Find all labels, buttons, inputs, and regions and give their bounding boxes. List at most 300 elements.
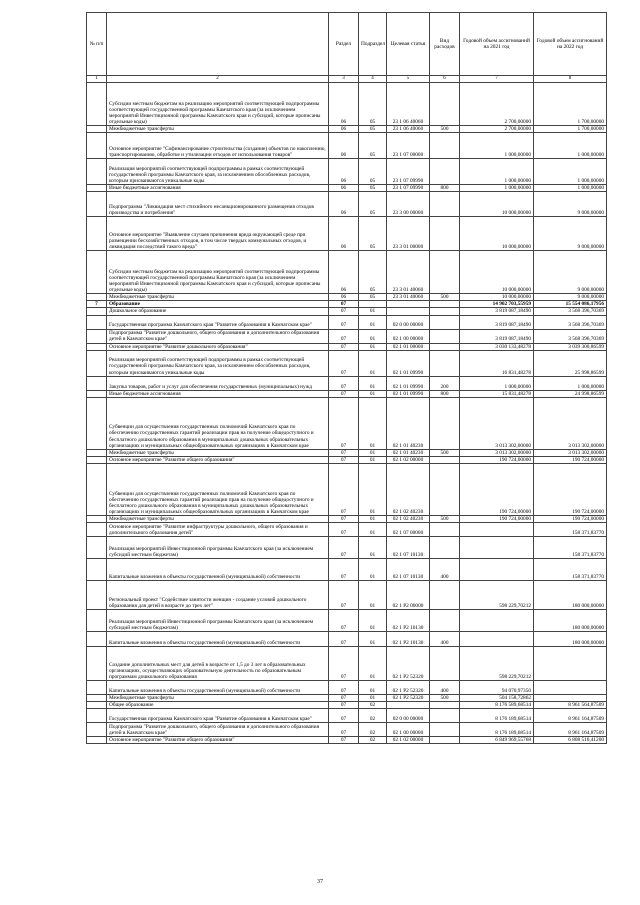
row-razdel: 06 — [329, 185, 359, 192]
row-volume-2022: 1 000,00000 — [534, 159, 607, 185]
row-name: Субвенции для осуществления государственных полномочий Камчатского края по обеспечению государственных гарантий реализации прав на получение общедоступного и бесплатного дошкольного образования в муниципальных дошкольных образовательных организациях и муниципальных общеобразовательных организациях в Камчатском крае — [107, 463, 329, 515]
row-podrazdel: 01 — [359, 390, 387, 397]
column-number: 3 — [329, 76, 359, 83]
row-target-article: 23 3 01 00000 — [387, 217, 430, 251]
table-row — [87, 159, 607, 185]
row-target-article — [387, 308, 430, 315]
row-podrazdel: 01 — [359, 308, 387, 315]
row-volume-2021: 16 831,48278 — [460, 350, 534, 376]
row-razdel: 07 — [329, 709, 359, 723]
row-target-article: 02 1 02 00000 — [387, 456, 430, 463]
row-expense-type: 800 — [430, 185, 460, 192]
table-row — [87, 390, 607, 397]
row-podrazdel: 01 — [359, 695, 387, 702]
row-name: Основное мероприятие "Выявление случаев причинения вреда окружающей среде при размещении бесхозяйственных отходов, в том числе твердых коммунальных отходов, и ликвидация последствий такого вреда" — [107, 217, 329, 251]
row-number — [87, 523, 107, 537]
table-row — [87, 217, 607, 251]
row-target-article — [387, 702, 430, 709]
row-podrazdel: 01 — [359, 559, 387, 581]
row-volume-2022: 15 554 086,17956 — [534, 301, 607, 308]
row-number — [87, 695, 107, 702]
row-volume-2022: 190 724,00000 — [534, 456, 607, 463]
row-podrazdel: 01 — [359, 456, 387, 463]
row-podrazdel: 01 — [359, 329, 387, 343]
row-number — [87, 315, 107, 329]
row-volume-2022: 190 724,00000 — [534, 515, 607, 522]
row-volume-2022: 1 700,00000 — [534, 83, 607, 126]
row-volume-2022: 158 371,83770 — [534, 559, 607, 581]
row-name: Субвенции для осуществления государственных полномочий Камчатского края по обеспечению государственных гарантий реализации прав на получение общедоступного и бесплатного дошкольного образования в муниципальных дошкольных образовательных организациях и муниципальных общеобразовательных организациях в Камчатском крае — [107, 397, 329, 449]
row-expense-type: 400 — [430, 681, 460, 695]
row-volume-2021: 504 158,72862 — [460, 695, 534, 702]
row-volume-2021: 190 724,00000 — [460, 515, 534, 522]
row-target-article: 02 1 P2 52320 — [387, 647, 430, 681]
row-name: Создание дополнительных мест для детей в возрасте от 1,5 до 3 лет в образовательных организациях, осуществляющих образовательную деятельность по образовательным программам дошкольного образования — [107, 647, 329, 681]
row-number — [87, 192, 107, 217]
row-target-article: 23 1 07 09990 — [387, 185, 430, 192]
row-razdel: 07 — [329, 695, 359, 702]
row-number — [87, 515, 107, 522]
row-name: Капитальные вложения в объекты государственной (муниципальной) собственности — [107, 559, 329, 581]
row-razdel: 07 — [329, 449, 359, 456]
row-expense-type — [430, 537, 460, 559]
table-row — [87, 610, 607, 632]
row-podrazdel: 05 — [359, 294, 387, 301]
row-target-article: 02 1 07 10130 — [387, 559, 430, 581]
table-row — [87, 449, 607, 456]
row-razdel: 07 — [329, 329, 359, 343]
row-target-article: 23 1 06 40060 — [387, 126, 430, 133]
table-row — [87, 376, 607, 390]
row-podrazdel: 02 — [359, 723, 387, 737]
row-volume-2022 — [534, 695, 607, 702]
row-volume-2022: 24 998,86599 — [534, 390, 607, 397]
row-volume-2022: 3 568 396,70369 — [534, 329, 607, 343]
row-volume-2022 — [534, 647, 607, 681]
table-row — [87, 329, 607, 343]
row-target-article: 02 1 P2 52320 — [387, 695, 430, 702]
row-volume-2022: 9 000,00000 — [534, 192, 607, 217]
row-target-article: 02 1 01 09990 — [387, 350, 430, 376]
row-target-article: 02 1 00 00000 — [387, 329, 430, 343]
table-row — [87, 632, 607, 647]
row-podrazdel: 01 — [359, 350, 387, 376]
row-volume-2021: 190 724,00000 — [460, 456, 534, 463]
row-podrazdel: 01 — [359, 632, 387, 647]
row-volume-2022: 1 000,00000 — [534, 376, 607, 390]
row-razdel: 07 — [329, 723, 359, 737]
row-number — [87, 581, 107, 610]
row-number — [87, 185, 107, 192]
row-target-article: 02 1 01 40230 — [387, 397, 430, 449]
row-podrazdel: 01 — [359, 343, 387, 350]
row-name: Реализация мероприятий Инвестиционной программы Камчатского края (за исключением субсидий местным бюджетам) — [107, 537, 329, 559]
row-expense-type — [430, 397, 460, 449]
row-volume-2022: 158 371,83770 — [534, 537, 607, 559]
row-number — [87, 217, 107, 251]
row-volume-2021: 1 000,00000 — [460, 376, 534, 390]
row-podrazdel: 05 — [359, 133, 387, 159]
table-row — [87, 343, 607, 350]
row-name: Основное мероприятие "Софинансирование строительства (создание) объектов по накоплению, транспортированию, обработке и утилизации отходов от использования товаров" — [107, 133, 329, 159]
row-number — [87, 559, 107, 581]
row-podrazdel: 01 — [359, 376, 387, 390]
column-number: 8 — [534, 76, 607, 83]
row-razdel: 07 — [329, 315, 359, 329]
row-number — [87, 376, 107, 390]
row-target-article: 02 1 07 10130 — [387, 537, 430, 559]
row-razdel: 07 — [329, 350, 359, 376]
row-number — [87, 133, 107, 159]
column-number: 7 — [460, 76, 534, 83]
row-volume-2022: 6 808 510,41200 — [534, 737, 607, 744]
table-row — [87, 681, 607, 695]
row-name: Реализация мероприятий Инвестиционной программы Камчатского края (за исключением субсидий местным бюджетам) — [107, 610, 329, 632]
row-podrazdel: 01 — [359, 581, 387, 610]
row-razdel: 07 — [329, 308, 359, 315]
header-volume-2022: Годовой объем ассигнований на 2022 год — [534, 13, 607, 76]
row-expense-type: 500 — [430, 515, 460, 522]
row-number — [87, 390, 107, 397]
row-volume-2021: 10 000,00000 — [460, 217, 534, 251]
row-expense-type — [430, 83, 460, 126]
row-volume-2021: 3 819 087,18490 — [460, 308, 534, 315]
table-row — [87, 133, 607, 159]
row-podrazdel: 02 — [359, 702, 387, 709]
row-razdel: 07 — [329, 376, 359, 390]
table-row — [87, 294, 607, 301]
row-target-article: 02 1 01 00000 — [387, 343, 430, 350]
row-name: Подпрограмма "Развитие дошкольного, общего образования и дополнительного образования детей в Камчатском крае" — [107, 723, 329, 737]
table-row — [87, 647, 607, 681]
row-expense-type — [430, 301, 460, 308]
row-razdel: 07 — [329, 702, 359, 709]
table-row — [87, 185, 607, 192]
row-number — [87, 632, 107, 647]
row-name: Реализация мероприятий соответствующей подпрограммы в рамках соответствующей государственной программы Камчатского края, за исключением обособленных расходов, которым присваиваются уникальные коды — [107, 350, 329, 376]
row-target-article: 02 1 01 09990 — [387, 390, 430, 397]
row-volume-2021: 94 070,97350 — [460, 681, 534, 695]
row-volume-2021: 598 229,70212 — [460, 647, 534, 681]
row-volume-2021: 3 819 087,18490 — [460, 329, 534, 343]
row-volume-2022 — [534, 681, 607, 695]
row-target-article: 23 3 00 00000 — [387, 192, 430, 217]
row-number — [87, 251, 107, 294]
row-razdel: 07 — [329, 581, 359, 610]
row-number — [87, 709, 107, 723]
row-volume-2021 — [460, 559, 534, 581]
row-target-article: 02 1 02 40230 — [387, 515, 430, 522]
row-target-article: 02 1 00 00000 — [387, 723, 430, 737]
row-target-article: 02 1 P2 52320 — [387, 681, 430, 695]
row-volume-2022: 25 998,86599 — [534, 350, 607, 376]
row-expense-type — [430, 523, 460, 537]
row-volume-2021: 6 849 969,55768 — [460, 737, 534, 744]
row-podrazdel: 05 — [359, 126, 387, 133]
row-volume-2021: 1 000,00000 — [460, 185, 534, 192]
row-razdel: 06 — [329, 133, 359, 159]
row-target-article: 02 1 02 00000 — [387, 737, 430, 744]
row-name: Иные бюджетные ассигнования — [107, 390, 329, 397]
row-volume-2021: 10 000,00000 — [460, 294, 534, 301]
row-volume-2021: 3 013 302,00000 — [460, 449, 534, 456]
row-podrazdel — [359, 301, 387, 308]
row-expense-type — [430, 133, 460, 159]
row-volume-2022: 180 000,00000 — [534, 610, 607, 632]
row-name: Государственная программа Камчатского края "Развитие образования в Камчатском крае" — [107, 315, 329, 329]
row-podrazdel: 01 — [359, 463, 387, 515]
row-expense-type — [430, 456, 460, 463]
row-expense-type — [430, 217, 460, 251]
table-row — [87, 192, 607, 217]
row-number — [87, 294, 107, 301]
table-row — [87, 695, 607, 702]
row-volume-2022: 180 000,00000 — [534, 632, 607, 647]
row-number — [87, 350, 107, 376]
row-expense-type: 500 — [430, 294, 460, 301]
column-number: 6 — [430, 76, 460, 83]
row-razdel: 07 — [329, 397, 359, 449]
table-row — [87, 397, 607, 449]
row-expense-type: 400 — [430, 559, 460, 581]
row-expense-type — [430, 315, 460, 329]
table-row — [87, 709, 607, 723]
column-number: 5 — [387, 76, 430, 83]
row-razdel: 06 — [329, 217, 359, 251]
row-razdel: 07 — [329, 456, 359, 463]
row-expense-type — [430, 308, 460, 315]
row-volume-2021 — [460, 632, 534, 647]
row-name: Реализация мероприятий соответствующей подпрограммы в рамках соответствующей государственной программы Камчатского края, за исключением обособленных расходов, которым присваиваются уникальные коды — [107, 159, 329, 185]
row-name: Образование — [107, 301, 329, 308]
row-name: Государственная программа Камчатского края "Развитие образования в Камчатском крае" — [107, 709, 329, 723]
row-target-article: 02 1 01 40230 — [387, 449, 430, 456]
row-volume-2022: 1 000,00000 — [534, 185, 607, 192]
row-volume-2021: 8 176 589,68514 — [460, 702, 534, 709]
row-podrazdel: 01 — [359, 315, 387, 329]
row-number: 7 — [87, 301, 107, 308]
row-target-article: 23 3 01 40060 — [387, 251, 430, 294]
table-row — [87, 515, 607, 522]
row-name: Межбюджетные трансферты — [107, 126, 329, 133]
row-number — [87, 737, 107, 744]
row-number — [87, 126, 107, 133]
row-razdel: 07 — [329, 343, 359, 350]
header-name — [107, 13, 329, 76]
row-volume-2021 — [460, 537, 534, 559]
table-row — [87, 559, 607, 581]
header-volume-2021: Годовой объем ассигнований на 2021 год — [460, 13, 534, 76]
row-volume-2021: 8 176 189,68514 — [460, 709, 534, 723]
row-number — [87, 610, 107, 632]
row-podrazdel: 01 — [359, 647, 387, 681]
row-podrazdel: 01 — [359, 523, 387, 537]
row-volume-2022: 158 371,83770 — [534, 523, 607, 537]
row-number — [87, 723, 107, 737]
row-expense-type: 200 — [430, 376, 460, 390]
row-name: Дошкольное образование — [107, 308, 329, 315]
row-target-article: 02 1 P2 10130 — [387, 610, 430, 632]
row-name: Закупка товаров, работ и услуг для обеспечения государственных (муниципальных) нужд — [107, 376, 329, 390]
row-podrazdel: 01 — [359, 537, 387, 559]
table-header — [87, 13, 607, 76]
row-volume-2021: 15 831,48278 — [460, 390, 534, 397]
row-razdel: 06 — [329, 159, 359, 185]
table-row — [87, 251, 607, 294]
row-target-article: 23 1 06 40060 — [387, 83, 430, 126]
row-expense-type — [430, 463, 460, 515]
row-volume-2022: 9 000,00000 — [534, 294, 607, 301]
row-volume-2021: 190 724,00000 — [460, 463, 534, 515]
row-number — [87, 449, 107, 456]
row-podrazdel: 05 — [359, 159, 387, 185]
row-razdel: 07 — [329, 537, 359, 559]
row-name: Основное мероприятие "Развитие общего образования" — [107, 456, 329, 463]
row-volume-2021: 598 229,70212 — [460, 581, 534, 610]
row-razdel: 06 — [329, 294, 359, 301]
table-row — [87, 301, 607, 308]
table-row — [87, 581, 607, 610]
row-name: Основное мероприятие "Развитие инфраструктуры дошкольного, общего образования и дополнительного образования детей" — [107, 523, 329, 537]
row-name: Межбюджетные трансферты — [107, 695, 329, 702]
header-target-article: Целевая статья — [387, 13, 430, 76]
row-name: Подпрограмма "Развитие дошкольного, общего образования и дополнительного образования детей в Камчатском крае" — [107, 329, 329, 343]
row-volume-2022: 8 961 564,87509 — [534, 702, 607, 709]
column-number: 1 — [87, 76, 107, 83]
row-podrazdel: 05 — [359, 217, 387, 251]
row-name: Общее образование — [107, 702, 329, 709]
row-name: Межбюджетные трансферты — [107, 449, 329, 456]
row-volume-2021: 3 819 087,18490 — [460, 315, 534, 329]
row-razdel: 06 — [329, 192, 359, 217]
row-expense-type: 500 — [430, 449, 460, 456]
row-razdel: 07 — [329, 515, 359, 522]
row-target-article: 02 1 P2 10130 — [387, 632, 430, 647]
row-expense-type — [430, 159, 460, 185]
row-volume-2021: 3 030 133,48278 — [460, 343, 534, 350]
row-volume-2022: 3 013 302,00000 — [534, 397, 607, 449]
table-row — [87, 702, 607, 709]
row-podrazdel: 02 — [359, 709, 387, 723]
row-volume-2021 — [460, 523, 534, 537]
row-volume-2021: 14 902 703,55959 — [460, 301, 534, 308]
row-expense-type — [430, 709, 460, 723]
row-volume-2021: 10 000,00000 — [460, 192, 534, 217]
row-volume-2022: 8 961 164,87509 — [534, 709, 607, 723]
row-razdel: 07 — [329, 523, 359, 537]
row-name: Основное мероприятие "Развитие общего образования" — [107, 737, 329, 744]
row-expense-type — [430, 647, 460, 681]
row-expense-type — [430, 350, 460, 376]
row-number — [87, 681, 107, 695]
row-razdel: 07 — [329, 681, 359, 695]
row-volume-2022: 190 724,00000 — [534, 463, 607, 515]
row-razdel: 06 — [329, 126, 359, 133]
row-target-article: 02 1 01 09990 — [387, 376, 430, 390]
header-expense-type: Вид расходов — [430, 13, 460, 76]
row-expense-type — [430, 343, 460, 350]
row-expense-type: 500 — [430, 126, 460, 133]
table-row — [87, 737, 607, 744]
row-podrazdel: 01 — [359, 515, 387, 522]
row-name: Субсидии местным бюджетам на реализацию мероприятий соответствующей подпрограммы соответствующей государственной программы Камчатского края (за исключением мероприятий Инвестиционной программы Камчатского края и субсидий, которые прописаны отдельные коды) — [107, 83, 329, 126]
row-name: Капитальные вложения в объекты государственной (муниципальной) собственности — [107, 632, 329, 647]
row-volume-2021 — [460, 610, 534, 632]
row-volume-2021: 2 700,00000 — [460, 126, 534, 133]
row-target-article: 23 1 07 09990 — [387, 159, 430, 185]
row-target-article: 02 1 07 00000 — [387, 523, 430, 537]
table-row — [87, 308, 607, 315]
page-number: 37 — [317, 879, 323, 885]
row-razdel: 07 — [329, 647, 359, 681]
row-number — [87, 397, 107, 449]
row-volume-2021: 10 000,00000 — [460, 251, 534, 294]
row-razdel: 06 — [329, 83, 359, 126]
row-number — [87, 463, 107, 515]
row-target-article: 02 0 00 00000 — [387, 315, 430, 329]
row-expense-type — [430, 192, 460, 217]
row-expense-type — [430, 581, 460, 610]
row-expense-type — [430, 329, 460, 343]
table-row — [87, 537, 607, 559]
column-number: 4 — [359, 76, 387, 83]
row-volume-2021: 1 000,00000 — [460, 159, 534, 185]
row-expense-type: 800 — [430, 390, 460, 397]
row-expense-type — [430, 610, 460, 632]
row-podrazdel: 05 — [359, 251, 387, 294]
row-podrazdel: 02 — [359, 737, 387, 744]
row-expense-type — [430, 702, 460, 709]
table-row — [87, 523, 607, 537]
row-name: Субсидии местным бюджетам на реализацию мероприятий соответствующей подпрограммы соответствующей государственной программы Камчатского края (за исключением мероприятий Инвестиционной программы Камчатского края и субсидий, которые прописаны отдельные коды) — [107, 251, 329, 294]
row-volume-2022: 3 568 396,70369 — [534, 315, 607, 329]
row-number — [87, 343, 107, 350]
row-podrazdel: 05 — [359, 192, 387, 217]
row-volume-2022: 8 961 164,87509 — [534, 723, 607, 737]
table-row — [87, 350, 607, 376]
header-razdel: Раздел — [329, 13, 359, 76]
row-number — [87, 647, 107, 681]
row-expense-type — [430, 723, 460, 737]
table-row — [87, 83, 607, 126]
row-expense-type — [430, 251, 460, 294]
row-number — [87, 159, 107, 185]
row-razdel: 07 — [329, 301, 359, 308]
row-razdel: 07 — [329, 610, 359, 632]
table-row — [87, 126, 607, 133]
table-row — [87, 463, 607, 515]
row-razdel: 06 — [329, 251, 359, 294]
row-target-article: 23 1 07 00000 — [387, 133, 430, 159]
row-volume-2022: 9 000,00000 — [534, 217, 607, 251]
row-volume-2022: 9 000,00000 — [534, 251, 607, 294]
row-number — [87, 329, 107, 343]
row-target-article — [387, 301, 430, 308]
row-number — [87, 456, 107, 463]
row-razdel: 07 — [329, 737, 359, 744]
row-name: Основное мероприятие "Развитие дошкольного образования" — [107, 343, 329, 350]
row-volume-2022: 3 568 396,70369 — [534, 308, 607, 315]
row-podrazdel: 01 — [359, 610, 387, 632]
row-volume-2022: 3 039 300,86599 — [534, 343, 607, 350]
row-podrazdel: 01 — [359, 449, 387, 456]
row-volume-2022: 180 000,00000 — [534, 581, 607, 610]
row-volume-2021: 2 700,00000 — [460, 83, 534, 126]
row-name: Иные бюджетные ассигнования — [107, 185, 329, 192]
row-volume-2022: 3 013 302,00000 — [534, 449, 607, 456]
row-number — [87, 537, 107, 559]
row-name: Капитальные вложения в объекты государственной (муниципальной) собственности — [107, 681, 329, 695]
